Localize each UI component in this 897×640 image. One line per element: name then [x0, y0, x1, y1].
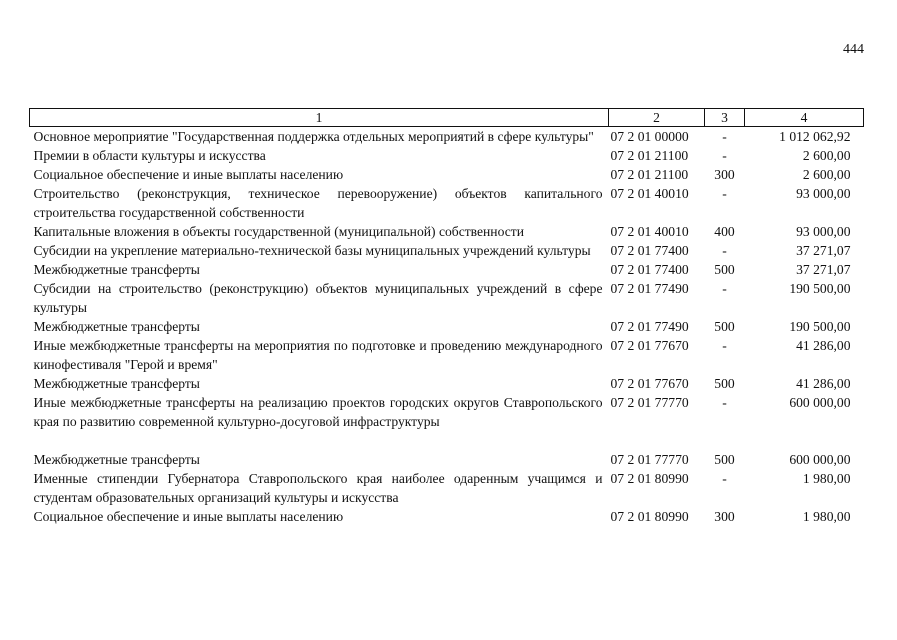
- row-name: Иные межбюджетные трансферты на мероприятия по подготовке и проведению международного кинофестиваля "Герой и время": [33, 338, 603, 372]
- table-row: [30, 336, 864, 374]
- row-expense-type: -: [722, 186, 727, 201]
- table-row: [30, 393, 864, 431]
- row-code: 07 2 01 77490: [610, 281, 689, 296]
- row-expense-type: -: [722, 281, 727, 296]
- row-expense-type: 400: [714, 224, 735, 239]
- table-body: [30, 127, 864, 527]
- row-code: 07 2 01 21100: [610, 167, 689, 182]
- row-expense-type: -: [722, 129, 727, 144]
- row-name: Социальное обеспечение и иные выплаты населению: [33, 509, 344, 524]
- table-row: [30, 450, 864, 469]
- table-row: [30, 146, 864, 165]
- row-amount: 600 000,00: [789, 452, 851, 467]
- row-name: Субсидии на строительство (реконструкцию) объектов муниципальных учреждений в сфере культуры: [33, 281, 603, 315]
- table-row: [30, 317, 864, 336]
- row-name: Иные межбюджетные трансферты на реализацию проектов городских округов Ставропольского края по развитию современной культурно-досуговой инфраструктуры: [33, 395, 603, 429]
- blank-cell: [30, 431, 609, 450]
- row-amount: 41 286,00: [796, 338, 851, 353]
- row-name: Межбюджетные трансферты: [33, 262, 200, 277]
- table-row: [30, 374, 864, 393]
- table-row: [30, 184, 864, 222]
- blank-cell: [745, 431, 864, 450]
- row-code: 07 2 01 77670: [610, 376, 689, 391]
- table-row: [30, 279, 864, 317]
- row-expense-type: 500: [714, 319, 735, 334]
- row-amount: 1 980,00: [802, 509, 851, 524]
- row-name: Субсидии на укрепление материально-технической базы муниципальных учреждений культуры: [33, 243, 591, 258]
- row-code: 07 2 01 21100: [610, 148, 689, 163]
- row-code: 07 2 01 77490: [610, 319, 689, 334]
- row-name: Капитальные вложения в объекты государственной (муниципальной) собственности: [33, 224, 524, 239]
- row-name: Основное мероприятие "Государственная поддержка отдельных мероприятий в сфере культуры": [33, 129, 594, 144]
- header-col-1: 1: [30, 109, 609, 127]
- row-amount: 1 980,00: [802, 471, 851, 486]
- header-col-2: 2: [609, 109, 705, 127]
- row-code: 07 2 01 77400: [610, 243, 689, 258]
- row-name: Премии в области культуры и искусства: [33, 148, 266, 163]
- row-name: Именные стипендии Губернатора Ставропольского края наиболее одаренным учащимся и студентам образовательных организаций культуры и искусства: [33, 471, 603, 505]
- row-name: Межбюджетные трансферты: [33, 376, 200, 391]
- header-col-4: 4: [745, 109, 864, 127]
- table-row: [30, 260, 864, 279]
- blank-cell: [609, 431, 705, 450]
- row-code: 07 2 01 80990: [610, 509, 689, 524]
- table-header: [30, 109, 864, 127]
- row-amount: 190 500,00: [789, 281, 851, 296]
- blank-cell: [705, 431, 745, 450]
- row-amount: 600 000,00: [789, 395, 851, 410]
- row-code: 07 2 01 77770: [610, 452, 689, 467]
- header-col-3: 3: [705, 109, 745, 127]
- row-expense-type: 500: [714, 376, 735, 391]
- row-amount: 93 000,00: [796, 186, 851, 201]
- table-row: [30, 469, 864, 507]
- row-amount: 190 500,00: [789, 319, 851, 334]
- row-code: 07 2 01 40010: [610, 186, 689, 201]
- row-code: 07 2 01 77400: [610, 262, 689, 277]
- row-code: 07 2 01 80990: [610, 471, 689, 486]
- blank-row: [30, 431, 864, 450]
- row-expense-type: -: [722, 148, 727, 163]
- row-code: 07 2 01 77770: [610, 395, 689, 410]
- row-expense-type: -: [722, 471, 727, 486]
- table-row: [30, 241, 864, 260]
- row-expense-type: -: [722, 338, 727, 353]
- page-number: 444: [843, 42, 864, 57]
- row-amount: 2 600,00: [802, 148, 851, 163]
- table-row: [30, 222, 864, 241]
- table-row: [30, 127, 864, 147]
- header-row: [30, 109, 864, 127]
- row-name: Межбюджетные трансферты: [33, 452, 200, 467]
- row-name: Социальное обеспечение и иные выплаты населению: [33, 167, 344, 182]
- row-code: 07 2 01 77670: [610, 338, 689, 353]
- row-expense-type: 500: [714, 262, 735, 277]
- table-row: [30, 507, 864, 526]
- row-expense-type: 500: [714, 452, 735, 467]
- row-expense-type: 300: [714, 167, 735, 182]
- row-code: 07 2 01 40010: [610, 224, 689, 239]
- row-amount: 37 271,07: [796, 262, 851, 277]
- row-expense-type: 300: [714, 509, 735, 524]
- row-amount: 2 600,00: [802, 167, 851, 182]
- row-amount: 1 012 062,92: [779, 129, 851, 144]
- row-name: Межбюджетные трансферты: [33, 319, 200, 334]
- row-amount: 93 000,00: [796, 224, 851, 239]
- row-amount: 37 271,07: [796, 243, 851, 258]
- row-expense-type: -: [722, 395, 727, 410]
- row-expense-type: -: [722, 243, 727, 258]
- budget-table: [29, 108, 864, 526]
- row-amount: 41 286,00: [796, 376, 851, 391]
- row-name: Строительство (реконструкция, техническое перевооружение) объектов капитального строительства государственной собственности: [33, 186, 603, 220]
- row-code: 07 2 01 00000: [610, 129, 689, 144]
- table-row: [30, 165, 864, 184]
